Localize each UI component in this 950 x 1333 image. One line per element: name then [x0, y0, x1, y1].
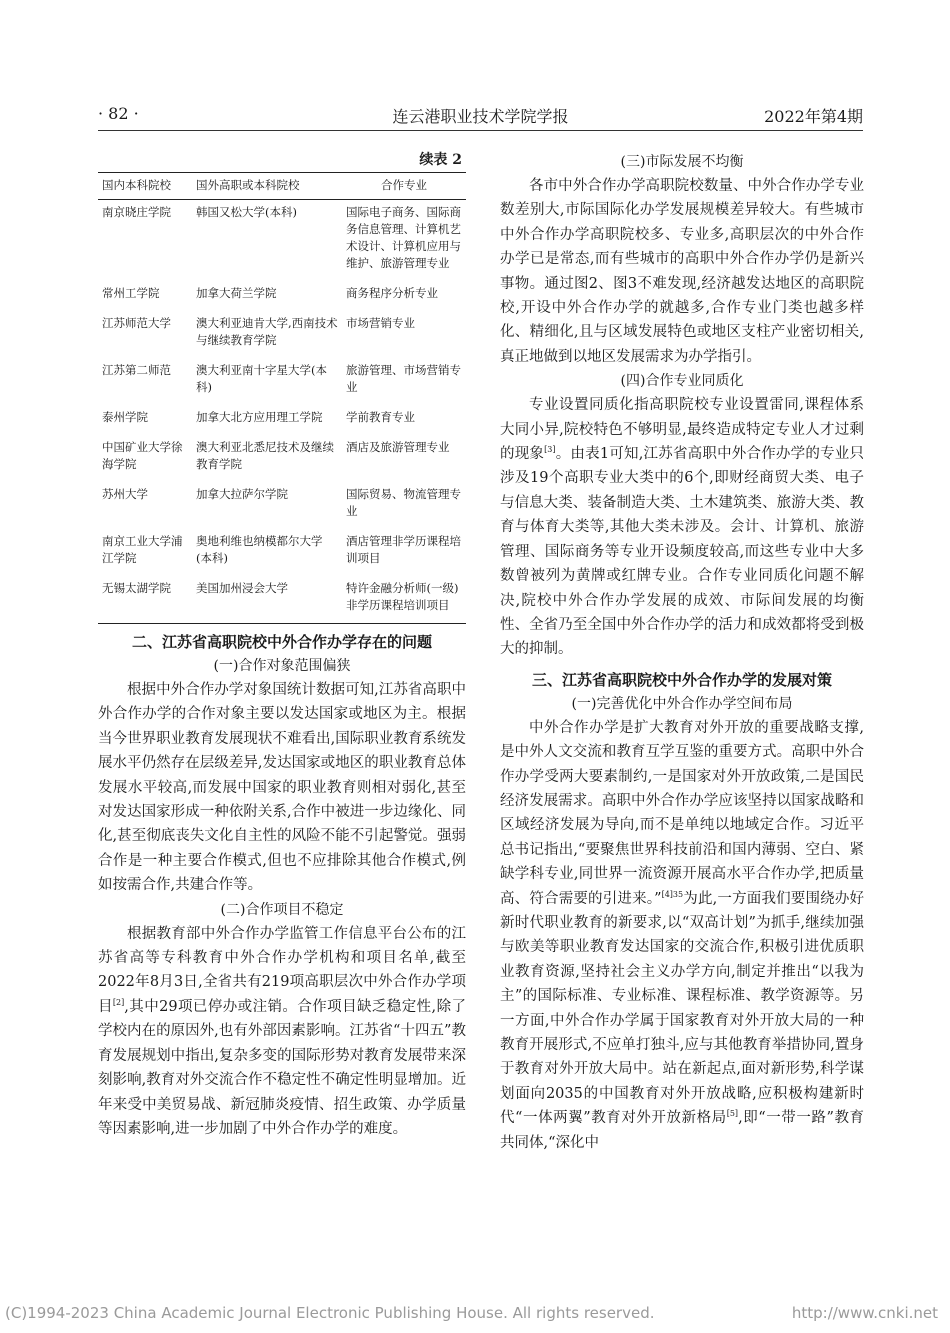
paragraph-2-text-a: 根据教育部中外合作办学监管工作信息平台公布的江苏省高等专科教育中外合作办学机构和项目名单,截至2022年8月3日,全省共有219项高职层次中外合作办学项目: [98, 925, 466, 1015]
table-row: [98, 576, 466, 624]
table-cell: 国际电子商务、国际商务信息管理、计算机艺术设计、计算机应用与维护、旅游管理专业: [346, 205, 461, 270]
table-cell: 南京晓庄学院: [102, 205, 171, 219]
table-row: [98, 358, 466, 405]
table-cell: 苏州大学: [102, 487, 148, 501]
subsection-2-heading: (二)合作项目不稳定: [220, 901, 344, 918]
subsection-3-heading: (三)市际发展不均衡: [620, 154, 744, 170]
paragraph-5-text-b: 为此,一方面我们要围绕办好新时代职业教育的新要求,以“双高计划”为抓手,继续加强与欧美等职业教育发达国家的交流合作,积极引进优质职业教育资源,坚持社会主义办学方向,制定并推出“以我为主”的国际标准、专业标准、课程标准、教学资源等。另一方面,中外合作办学属于国家教育对外开放大局的一种教育开展形式,不应单打独斗,应与其他教育举措协同,置身于教育对外开放大局中。站在新起点,面对新形势,科学谋划面向2035的中国教育对外开放战略,应积极构建新时代“一体两翼”教育对外开放新格局: [500, 890, 864, 1127]
table-row: [98, 405, 466, 435]
table-cell: 学前教育专业: [346, 410, 415, 424]
table-row: [98, 529, 466, 576]
table-cell: 国际贸易、物流管理专业: [346, 487, 461, 518]
paragraph-4-text-b: 。由表1可知,江苏省高职中外合作办学的专业只涉及19个高职专业大类中的6个,即财经商贸大类、电子与信息大类、装备制造大类、土木建筑类、旅游大类、教育与体育大类等,其他大类未涉及。会计、计算机、旅游管理、国际商务等专业开设频度较高,而这些专业中大多数曾被列为黄牌或红牌专业。合作专业同质化问题不解决,院校中外合作办学发展的成效、市际间发展的均衡性、全省乃至全国中外合作办学的活力和成效都将受到极大的抑制。: [500, 446, 864, 658]
table-cell: 加拿大荷兰学院: [196, 286, 277, 300]
table-cell: 韩国又松大学(本科): [196, 205, 297, 219]
table-cell: 旅游管理、市场营销专业: [346, 363, 461, 394]
subsection-4-heading: (四)合作专业同质化: [620, 373, 744, 390]
paragraph-3: 各市中外合作办学高职院校数量、中外合作办学专业数差别大,市际国际化办学发展规模差异较大。有些城市中外合作办学高职院校多、专业多,高职层次的中外合作办学已是常态,而有些城市的高职中外合作办学仍是新兴事物。通过图2、图3不难发现,经济越发达地区的高职院校,开设中外合作办学的就越多,合作专业门类也越多样化、精细化,且与区域发展特色或地区支柱产业密切相关,真正地做到以地区发展需求为办学指引。: [500, 178, 864, 365]
journal-issue: 2022年第4期: [764, 107, 863, 126]
copyright-notice: (C)1994-2023 China Academic Journal Electronic Publishing House. All rights reserved.: [5, 1304, 655, 1322]
table-cell: 澳大利亚北悉尼技术及继续教育学院: [196, 440, 334, 471]
table-continued-label: 续表 2: [419, 152, 462, 168]
paragraph-5-text-c: ,即“一带一路”教育共同体,“深化中: [500, 1110, 864, 1151]
table-row: [98, 311, 466, 358]
table-cell: 中国矿业大学徐海学院: [102, 440, 183, 471]
table-header-major: 合作专业: [342, 173, 466, 200]
table-header-domestic: 国内本科院校: [98, 173, 192, 200]
table-cell: 泰州学院: [102, 410, 148, 424]
paragraph-5-text-a: 中外合作办学是扩大教育对外开放的重要战略支撑,是中外人文交流和教育互学互鉴的重要方式。高职中外合作办学受两大要素制约,一是国家对外开放政策,二是国民经济发展需求。高职中外合作办学应该坚持以国家战略和区域经济发展为导向,而不是单纯以地域定合作。习近平总书记指出,“要聚焦世界科技前沿和国内薄弱、空白、紧缺学科专业,同世界一流资源开展高水平合作办学,把质量高、符合需要的引进来。”: [500, 719, 864, 907]
table-row: [98, 281, 466, 311]
table-row: [98, 482, 466, 529]
page-header: [98, 100, 863, 126]
table-row: [98, 435, 466, 482]
table-header-row: [98, 173, 466, 200]
table-row: [98, 200, 466, 282]
citation-ref: [4]35: [661, 889, 684, 899]
table-cell: 美国加州浸会大学: [192, 576, 342, 624]
section-3-heading: 三、江苏省高职院校中外合作办学的发展对策: [531, 670, 832, 689]
page-number: · 82 ·: [98, 104, 139, 123]
left-column: [98, 150, 466, 1141]
subsection-5-heading: (一)完善优化中外合作办学空间布局: [571, 695, 793, 712]
footer-url: http://www.cnki.net: [791, 1304, 938, 1322]
table-cell: 酒店管理非学历课程培训项目: [346, 534, 461, 565]
paragraph-4-text-a: 专业设置同质化指高职院校专业设置雷同,课程体系大同小异,院校特色不够明显,最终造成特定专业人才过剩的现象: [500, 397, 864, 463]
table-cell: 无锡太湖学院: [98, 576, 192, 624]
table-cell: 奥地利维也纳模都尔大学(本科): [196, 534, 323, 565]
paragraph-1: 根据中外合作办学对象国统计数据可知,江苏省高职中外合作办学的合作对象主要以发达国家或地区为主。根据当今世界职业教育发展现状不难看出,国际职业教育系统发展水平仍然存在层级差异,发达国家或地区的职业教育总体发展水平较高,而发展中国家的职业教育则相对弱化,甚至对发达国家形成一种依附关系,合作中被进一步边缘化、同化,甚至彻底丧失文化自主性的风险不能不引起警觉。强弱合作是一种主要合作模式,但也不应排除其他合作模式,例如按需合作,共建合作等。: [98, 682, 466, 894]
citation-ref: [5]: [726, 1109, 739, 1119]
citation-ref: [2]: [112, 998, 125, 1008]
table-header-foreign: 国外高职或本科院校: [192, 173, 342, 200]
table-cell: 南京工业大学浦江学院: [102, 534, 183, 565]
table-cell: 加拿大北方应用理工学院: [196, 410, 323, 424]
paragraph-2-text-b: ,其中29项已停办或注销。合作项目缺乏稳定性,除了学校内在的原因外,也有外部因素影响。江苏省“十四五”教育发展规划中指出,复杂多变的国际形势对教育发展带来深刻影响,教育对外交流合作不稳定性不确定性明显增加。近年来受中美贸易战、新冠肺炎疫情、招生政策、办学质量等因素影响,进一步加剧了中外合作办学的难度。: [98, 998, 467, 1137]
cooperation-table: [98, 172, 466, 624]
section-2-heading: 二、江苏省高职院校中外合作办学存在的问题: [131, 633, 432, 651]
table-cell: 加拿大拉萨尔学院: [196, 487, 288, 501]
table-cell: 常州工学院: [102, 286, 160, 300]
table-cell: 江苏师范大学: [102, 316, 171, 330]
table-cell: 酒店及旅游管理专业: [346, 440, 450, 454]
paragraph-4: [500, 393, 864, 661]
right-column: [500, 150, 864, 1155]
journal-title: 连云港职业技术学院学报: [392, 107, 569, 126]
paragraph-5: [500, 716, 864, 1155]
header-rule: [98, 130, 863, 131]
table-cell: 澳大利亚迪肯大学,西南技术与继续教育学院: [196, 316, 338, 347]
paragraph-2: [98, 922, 466, 1142]
table-cell: 商务程序分析专业: [346, 286, 438, 300]
table-cell: 特许金融分析师(一级)非学历课程培训项目: [342, 576, 466, 624]
citation-ref: [3]: [544, 445, 556, 455]
table-cell: 江苏第二师范: [102, 363, 171, 377]
table-cell: 澳大利亚南十字星大学(本科): [196, 363, 327, 394]
subsection-1-heading: (一)合作对象范围偏狭: [213, 658, 351, 674]
table-cell: 市场营销专业: [346, 316, 415, 330]
